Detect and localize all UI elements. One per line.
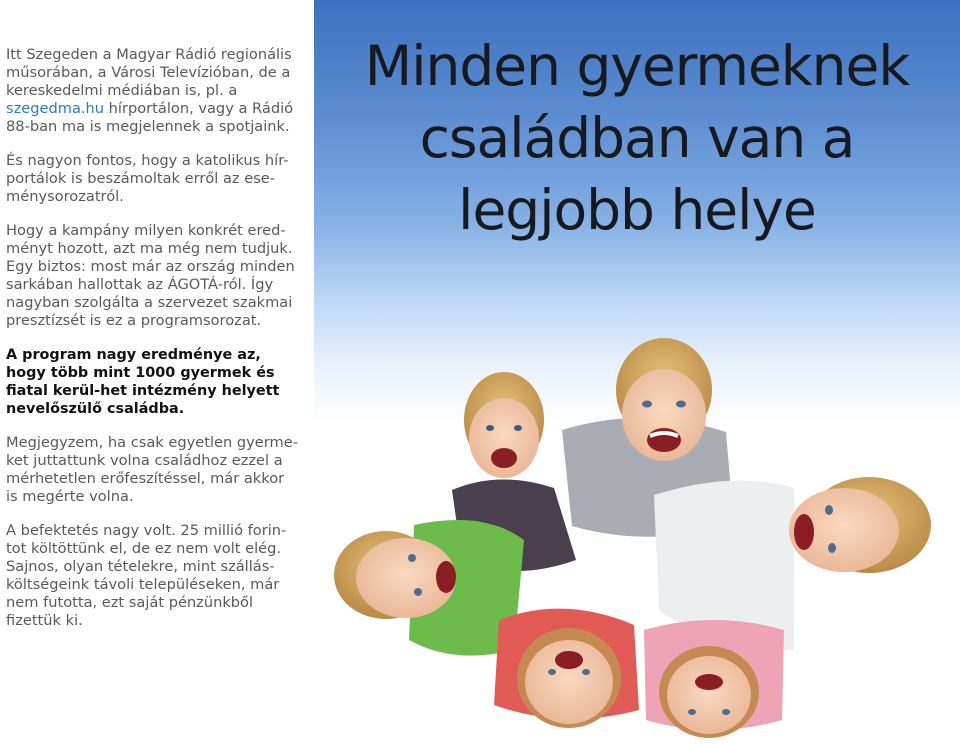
child-red-shirt <box>494 609 639 728</box>
szegedma-link[interactable]: szegedma.hu <box>6 100 105 117</box>
campaign-poster <box>314 0 960 744</box>
paragraph-catholic-portals: És nagyon fontos, hogy a katolikus hír-portálok is beszámoltak erről az ese-ménysorozatról. <box>6 152 289 205</box>
paragraph-investment: A befektetés nagy volt. 25 millió forin-tot költöttünk el, de ez nem volt elég. Sajnos, olyan tételekre, mint szállás-költségeink távoli településeken, már nem futotta, ezt saját pénzünkből fizettük ki. <box>6 522 287 629</box>
paragraph-highlight: A program nagy eredménye az, hogy több mint 1000 gyermek és fiatal kerül-het intézmény helyett nevelőszülő családba. <box>6 347 280 417</box>
paragraph-media-text-end: hírportálon, vagy a Rádió 88-ban ma is megjelennek a spotjaink. <box>6 100 294 135</box>
headline-line-1: Minden gyermeknek <box>364 34 910 98</box>
children-circle-photo <box>314 320 960 744</box>
child-pink-shirt <box>644 620 784 738</box>
paragraph-campaign-result: Hogy a kampány milyen konkrét ered-ményt hozott, azt ma még nem tudjuk. Egy biztos: most már az ország minden sarkában hallottak az ÁGOTÁ-ról. Így nagyban szolgálta a szervezet szakmai presztízsét is ez a programsorozat. <box>6 222 295 329</box>
child-green-shirt <box>334 520 524 656</box>
headline-line-3: legjobb helye <box>458 178 816 242</box>
headline-line-2: családban van a <box>419 106 855 170</box>
paragraph-note: Megjegyzem, ha csak egyetlen gyerme-ket juttattunk volna családhoz ezzel a mérhetetlen erőfeszítéssel, már akkor is megérte volna. <box>6 434 298 505</box>
poster-headline <box>314 30 960 246</box>
article-text <box>6 46 298 646</box>
paragraph-media-text: Itt Szegeden a Magyar Rádió regionális műsorában, a Városi Televízióban, de a kereskedelmi médiában is, pl. a <box>6 46 292 99</box>
paragraph-media <box>6 46 298 136</box>
